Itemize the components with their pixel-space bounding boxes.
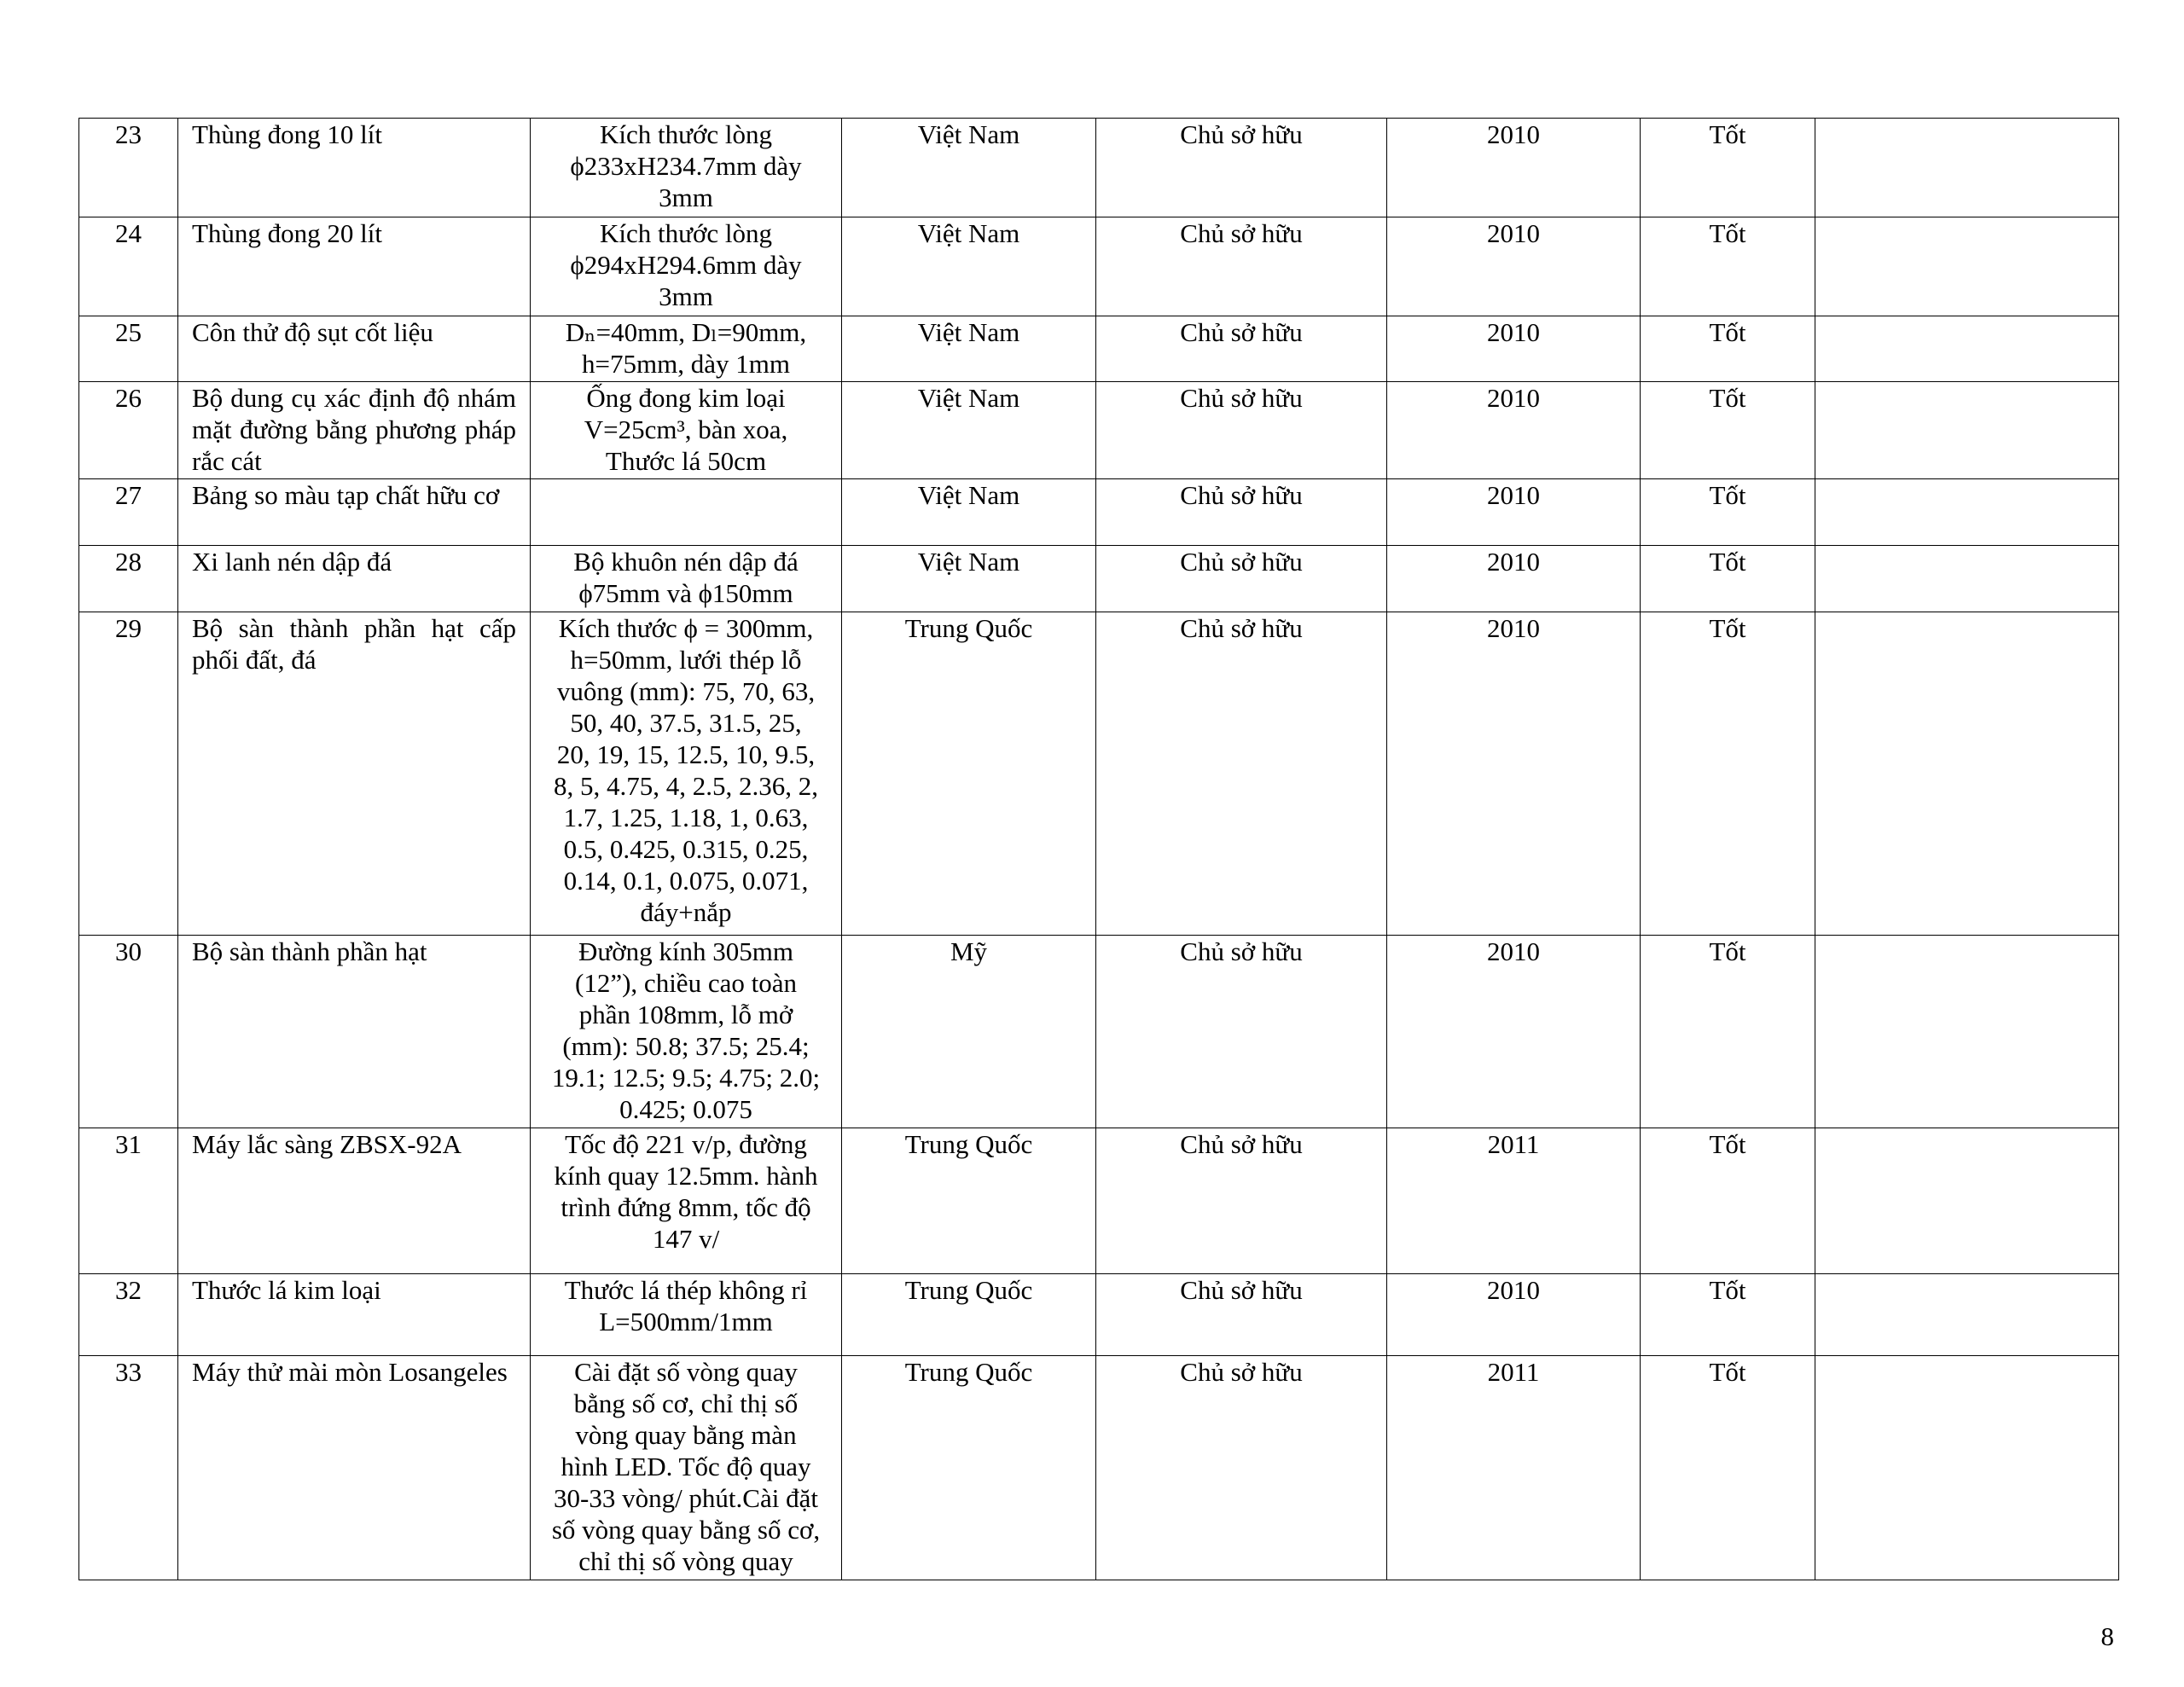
spec-line: Bộ khuôn nén dập đá	[573, 547, 799, 577]
condition-status-cell: Tốt	[1641, 546, 1815, 612]
year-in-use-cell: 2011	[1387, 1128, 1641, 1274]
row-number-cell: 28	[79, 546, 178, 612]
year-in-use-cell: 2010	[1387, 1274, 1641, 1356]
origin-country-cell: Việt Nam	[842, 316, 1096, 382]
row-number-cell: 32	[79, 1274, 178, 1356]
row-number-cell: 26	[79, 382, 178, 479]
spec-line: 50, 40, 37.5, 31.5, 25,	[570, 708, 802, 738]
origin-country-cell: Mỹ	[842, 936, 1096, 1128]
spec-line: 3mm	[659, 281, 713, 311]
equipment-name-cell: Côn thử độ sụt cốt liệu	[178, 316, 531, 382]
note-cell	[1815, 1356, 2119, 1580]
condition-status-cell: Tốt	[1641, 936, 1815, 1128]
spec-line: phần 108mm, lỗ mở	[578, 1000, 793, 1029]
note-cell	[1815, 936, 2119, 1128]
spec-line: L=500mm/1mm	[599, 1307, 773, 1336]
spec-line: 3mm	[659, 183, 713, 212]
spec-line: Thước lá thép không rỉ	[564, 1275, 808, 1305]
spec-line: Kích thước ϕ = 300mm,	[558, 613, 814, 643]
spec-line: ϕ75mm và ϕ150mm	[578, 578, 793, 608]
condition-status-cell: Tốt	[1641, 316, 1815, 382]
table-row	[79, 1274, 2119, 1356]
spec-line: kính quay 12.5mm. hành	[554, 1161, 818, 1191]
ownership-cell: Chủ sở hữu	[1096, 612, 1387, 936]
spec-line: (mm): 50.8; 37.5; 25.4;	[562, 1031, 810, 1061]
equipment-spec-cell	[531, 382, 842, 479]
equipment-spec-cell	[531, 217, 842, 316]
equipment-spec-cell	[531, 612, 842, 936]
equipment-name-cell: Bộ sàn thành phần hạt	[178, 936, 531, 1128]
spec-line: hình LED. Tốc độ quay	[561, 1452, 811, 1481]
table-row	[79, 382, 2119, 479]
table-row	[79, 217, 2119, 316]
table-row	[79, 936, 2119, 1128]
note-cell	[1815, 479, 2119, 546]
note-cell	[1815, 119, 2119, 217]
spec-line: ϕ294xH294.6mm dày	[570, 250, 802, 280]
row-number-cell: 27	[79, 479, 178, 546]
spec-line: 8, 5, 4.75, 4, 2.5, 2.36, 2,	[554, 771, 818, 801]
ownership-cell: Chủ sở hữu	[1096, 1356, 1387, 1580]
spec-line: vuông (mm): 75, 70, 63,	[556, 676, 816, 706]
year-in-use-cell: 2010	[1387, 936, 1641, 1128]
origin-country-cell: Trung Quốc	[842, 612, 1096, 936]
equipment-name-cell: Thùng đong 20 lít	[178, 217, 531, 316]
equipment-spec-cell	[531, 119, 842, 217]
spec-line: (12”), chiều cao toàn	[575, 968, 797, 998]
year-in-use-cell: 2010	[1387, 217, 1641, 316]
equipment-name-cell: Bảng so màu tạp chất hữu cơ	[178, 479, 531, 546]
spec-line: Kích thước lòng	[600, 119, 772, 149]
spec-line: trình đứng 8mm, tốc độ	[561, 1192, 811, 1222]
spec-line: 0.14, 0.1, 0.075, 0.071,	[563, 866, 809, 896]
origin-country-cell: Việt Nam	[842, 546, 1096, 612]
spec-line: 0.5, 0.425, 0.315, 0.25,	[563, 834, 809, 864]
ownership-cell: Chủ sở hữu	[1096, 1128, 1387, 1274]
row-number-cell: 29	[79, 612, 178, 936]
table-row	[79, 1128, 2119, 1274]
condition-status-cell: Tốt	[1641, 612, 1815, 936]
ownership-cell: Chủ sở hữu	[1096, 217, 1387, 316]
table-row	[79, 1356, 2119, 1580]
table-row	[79, 479, 2119, 546]
spec-line: Ống đong kim loại	[586, 383, 786, 413]
condition-status-cell: Tốt	[1641, 479, 1815, 546]
note-cell	[1815, 546, 2119, 612]
equipment-spec-cell	[531, 316, 842, 382]
spec-line: V=25cm³, bàn xoa,	[584, 415, 788, 444]
equipment-spec-cell	[531, 546, 842, 612]
spec-line: Dₙ=40mm, Dₗ=90mm,	[565, 317, 807, 347]
equipment-spec-cell	[531, 1356, 842, 1580]
equipment-name-cell: Thùng đong 10 lít	[178, 119, 531, 217]
equipment-spec-cell	[531, 1274, 842, 1356]
ownership-cell: Chủ sở hữu	[1096, 936, 1387, 1128]
ownership-cell: Chủ sở hữu	[1096, 1274, 1387, 1356]
spec-line: 1.7, 1.25, 1.18, 1, 0.63,	[563, 803, 809, 832]
ownership-cell: Chủ sở hữu	[1096, 119, 1387, 217]
ownership-cell: Chủ sở hữu	[1096, 546, 1387, 612]
origin-country-cell: Trung Quốc	[842, 1128, 1096, 1274]
equipment-name-cell: Xi lanh nén dập đá	[178, 546, 531, 612]
equipment-spec-cell	[531, 936, 842, 1128]
table-body	[79, 119, 2119, 1580]
origin-country-cell: Trung Quốc	[842, 1356, 1096, 1580]
equipment-name-cell: Thước lá kim loại	[178, 1274, 531, 1356]
spec-line: vòng quay bằng màn	[575, 1420, 797, 1450]
condition-status-cell: Tốt	[1641, 382, 1815, 479]
row-number-cell: 25	[79, 316, 178, 382]
spec-line: 147 v/	[652, 1224, 720, 1254]
origin-country-cell: Việt Nam	[842, 119, 1096, 217]
year-in-use-cell: 2011	[1387, 1356, 1641, 1580]
note-cell	[1815, 316, 2119, 382]
row-number-cell: 30	[79, 936, 178, 1128]
condition-status-cell: Tốt	[1641, 119, 1815, 217]
spec-line: số vòng quay bằng số cơ,	[551, 1515, 821, 1545]
note-cell	[1815, 1128, 2119, 1274]
year-in-use-cell: 2010	[1387, 316, 1641, 382]
year-in-use-cell: 2010	[1387, 479, 1641, 546]
equipment-spec-cell	[531, 1128, 842, 1274]
spec-line: h=75mm, dày 1mm	[582, 349, 790, 379]
row-number-cell: 24	[79, 217, 178, 316]
table-row	[79, 119, 2119, 217]
equipment-spec-cell	[531, 479, 842, 546]
year-in-use-cell: 2010	[1387, 382, 1641, 479]
page-number: 8	[2100, 1621, 2114, 1651]
year-in-use-cell: 2010	[1387, 546, 1641, 612]
condition-status-cell: Tốt	[1641, 217, 1815, 316]
spec-line: 20, 19, 15, 12.5, 10, 9.5,	[556, 739, 816, 769]
spec-line: ϕ233xH234.7mm dày	[570, 151, 802, 181]
table-row	[79, 612, 2119, 936]
year-in-use-cell: 2010	[1387, 119, 1641, 217]
row-number-cell: 23	[79, 119, 178, 217]
condition-status-cell: Tốt	[1641, 1356, 1815, 1580]
spec-line: 19.1; 12.5; 9.5; 4.75; 2.0;	[551, 1063, 821, 1093]
ownership-cell: Chủ sở hữu	[1096, 479, 1387, 546]
spec-line: Cài đặt số vòng quay	[574, 1357, 798, 1387]
origin-country-cell: Việt Nam	[842, 479, 1096, 546]
table-row	[79, 316, 2119, 382]
spec-line: Thước lá 50cm	[605, 446, 767, 476]
spec-line: bằng số cơ, chỉ thị số	[573, 1388, 799, 1418]
origin-country-cell: Việt Nam	[842, 217, 1096, 316]
ownership-cell: Chủ sở hữu	[1096, 316, 1387, 382]
origin-country-cell: Trung Quốc	[842, 1274, 1096, 1356]
note-cell	[1815, 612, 2119, 936]
spec-line: chỉ thị số vòng quay	[578, 1546, 793, 1576]
spec-line: Đường kính 305mm	[578, 936, 793, 966]
row-number-cell: 31	[79, 1128, 178, 1274]
table-row	[79, 546, 2119, 612]
equipment-table	[78, 118, 2119, 1580]
spec-line: Tốc độ 221 v/p, đường	[565, 1129, 807, 1159]
equipment-name-cell: Máy thử mài mòn Losangeles	[178, 1356, 531, 1580]
equipment-name-cell: Máy lắc sàng ZBSX-92A	[178, 1128, 531, 1274]
note-cell	[1815, 382, 2119, 479]
condition-status-cell: Tốt	[1641, 1274, 1815, 1356]
ownership-cell: Chủ sở hữu	[1096, 382, 1387, 479]
spec-line: 0.425; 0.075	[619, 1094, 752, 1124]
spec-line: Kích thước lòng	[600, 218, 772, 248]
spec-line: đáy+nắp	[640, 897, 732, 927]
spec-line: h=50mm, lưới thép lỗ	[570, 645, 802, 675]
origin-country-cell: Việt Nam	[842, 382, 1096, 479]
equipment-name-cell: Bộ dung cụ xác định độ nhám mặt đường bằng phương pháp rắc cát	[178, 382, 531, 479]
equipment-name-cell: Bộ sàn thành phần hạt cấp phối đất, đá	[178, 612, 531, 936]
condition-status-cell: Tốt	[1641, 1128, 1815, 1274]
note-cell	[1815, 217, 2119, 316]
spec-line: 30-33 vòng/ phút.Cài đặt	[554, 1483, 818, 1513]
note-cell	[1815, 1274, 2119, 1356]
year-in-use-cell: 2010	[1387, 612, 1641, 936]
row-number-cell: 33	[79, 1356, 178, 1580]
